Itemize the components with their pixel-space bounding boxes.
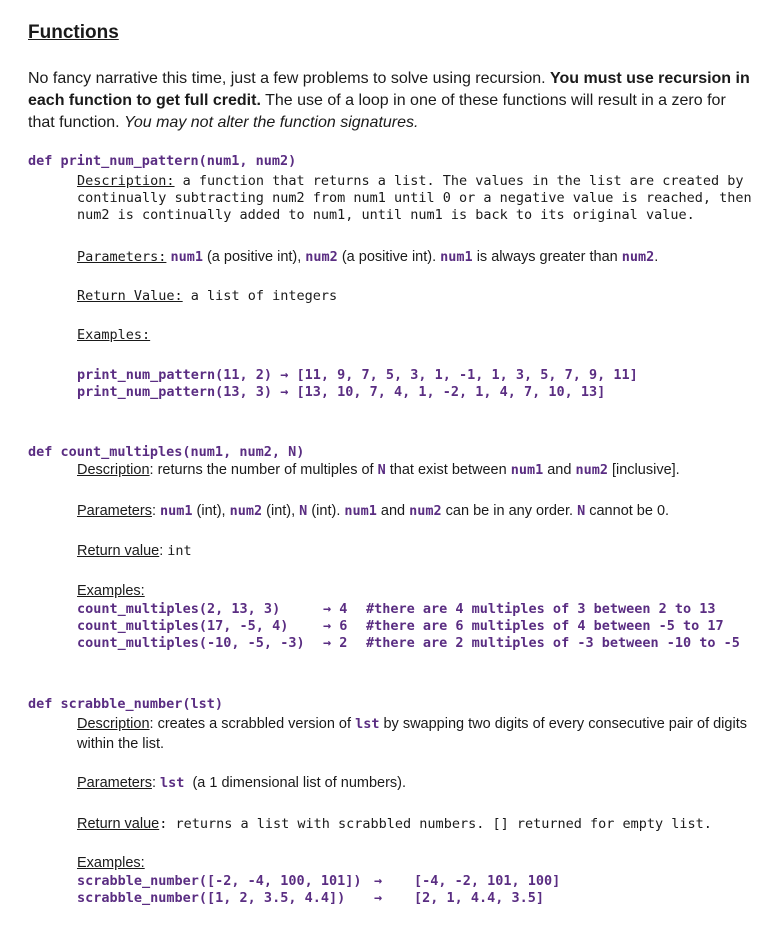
f1-parameters bbox=[77, 248, 658, 266]
f2-example-result: → 4 bbox=[323, 601, 348, 617]
f2-example-comment: #there are 6 multiples of 4 between -5 to 17 bbox=[366, 618, 724, 634]
f3-example-call: scrabble_number([1, 2, 3.5, 4.4]) bbox=[77, 890, 346, 906]
f3-parameters bbox=[77, 775, 406, 791]
f2-param-N: N bbox=[577, 503, 586, 519]
f2-desc-num1: num1 bbox=[510, 462, 544, 478]
f3-return-label: Return value bbox=[77, 816, 160, 832]
f1-return bbox=[77, 288, 337, 304]
f2-desc-text: that exist between bbox=[385, 462, 511, 478]
f2-return-text: : bbox=[159, 543, 168, 559]
f2-desc-num2: num2 bbox=[575, 462, 608, 478]
f2-param-text: (int). bbox=[307, 503, 345, 519]
f1-signature: def print_num_pattern(num1, num2) bbox=[28, 153, 297, 169]
f3-description bbox=[77, 714, 753, 754]
f1-desc-label: Description: bbox=[77, 173, 175, 189]
f3-desc-label: Description bbox=[77, 716, 150, 732]
f2-param-text: : bbox=[151, 503, 161, 519]
f2-desc-text: [inclusive]. bbox=[607, 462, 680, 478]
page-title: Functions bbox=[28, 22, 119, 43]
f1-param-num1: num1 bbox=[170, 249, 203, 265]
f1-example-1: print_num_pattern(11, 2) → [11, 9, 7, 5, 3, 1, -1, 1, 3, 5, 7, 9, 11] bbox=[77, 367, 638, 383]
f2-desc-text: and bbox=[543, 462, 576, 478]
f2-description bbox=[77, 462, 680, 478]
f2-param-num2: num2 bbox=[409, 503, 442, 519]
f2-param-num1: num1 bbox=[160, 503, 193, 519]
f2-parameters bbox=[77, 503, 669, 519]
f1-return-label: Return Value: bbox=[77, 288, 183, 304]
f2-example-comment: #there are 2 multiples of -3 between -10 to -5 bbox=[366, 635, 740, 651]
f3-return-text: : returns a list with scrabbled numbers. [] returned for empty list. bbox=[159, 816, 712, 832]
f3-desc-lst: lst bbox=[355, 716, 380, 732]
f2-param-text: and bbox=[376, 503, 410, 519]
f2-return-type: int bbox=[167, 543, 192, 559]
f1-example-2: print_num_pattern(13, 3) → [13, 10, 7, 4, 1, -2, 1, 4, 7, 10, 13] bbox=[77, 384, 606, 400]
intro-bold: You must use recursion in each function to get full credit. bbox=[28, 70, 750, 109]
f3-param-lst: lst bbox=[160, 775, 185, 791]
f1-desc-text: a function that returns a list. The values in the list are created by continually subtracting num2 from num1 until 0 or a negative value is reached, then num2 is continually added to num1, until num1 is back to its original value. bbox=[77, 173, 752, 223]
f2-param-num2: num2 bbox=[229, 503, 263, 519]
f2-example-comment: #there are 4 multiples of 3 between 2 to 13 bbox=[366, 601, 716, 617]
f3-desc-text: by swapping two digits of every consecutive pair of digits within the list. bbox=[77, 716, 747, 752]
f1-return-text: a list of integers bbox=[182, 288, 338, 304]
f1-param-num1: num1 bbox=[440, 249, 473, 265]
f1-examples-label: Examples: bbox=[77, 327, 151, 343]
f2-param-text: can be in any order. bbox=[441, 503, 578, 519]
f2-example-call: count_multiples(17, -5, 4) bbox=[77, 618, 289, 634]
f2-examples-label: Examples: bbox=[77, 583, 145, 599]
f2-desc-N: N bbox=[377, 462, 386, 478]
f1-param-text: (a positive int). bbox=[337, 249, 441, 265]
f3-example-arrow: → bbox=[374, 890, 383, 906]
intro-paragraph bbox=[28, 68, 756, 134]
f3-desc-text: : creates a scrabbled version of bbox=[149, 716, 356, 732]
f2-example-result: → 6 bbox=[323, 618, 348, 634]
f2-param-text: (int), bbox=[262, 503, 300, 519]
f1-description bbox=[77, 173, 757, 224]
f3-example-call: scrabble_number([-2, -4, 100, 101]) bbox=[77, 873, 362, 889]
f1-param-num2: num2 bbox=[305, 249, 338, 265]
f1-param-text: is always greater than bbox=[472, 249, 622, 265]
f2-return-label: Return value bbox=[77, 543, 160, 559]
f2-param-num1: num1 bbox=[344, 503, 377, 519]
f1-params-label: Parameters: bbox=[77, 249, 167, 265]
f2-param-text: cannot be 0. bbox=[585, 503, 670, 519]
f2-param-N: N bbox=[299, 503, 308, 519]
f3-signature: def scrabble_number(lst) bbox=[28, 696, 224, 712]
f1-param-num2: num2 bbox=[621, 249, 655, 265]
f3-example-result: [-4, -2, 101, 100] bbox=[414, 873, 561, 889]
f2-desc-label: Description bbox=[77, 462, 150, 478]
f3-param-text: (a 1 dimensional list of numbers). bbox=[184, 775, 407, 791]
f2-example-call: count_multiples(-10, -5, -3) bbox=[77, 635, 305, 651]
f3-return bbox=[77, 815, 712, 833]
f2-example-result: → 2 bbox=[323, 635, 348, 651]
f3-examples-label: Examples: bbox=[77, 855, 145, 871]
f2-params-label: Parameters bbox=[77, 503, 152, 519]
f2-signature: def count_multiples(num1, num2, N) bbox=[28, 444, 305, 460]
f2-return bbox=[77, 543, 192, 559]
f2-param-text: (int), bbox=[192, 503, 230, 519]
f3-example-arrow: → bbox=[374, 873, 383, 889]
intro-italic: You may not alter the function signatures. bbox=[124, 114, 419, 131]
f3-example-result: [2, 1, 4.4, 3.5] bbox=[414, 890, 545, 906]
f3-param-text: : bbox=[151, 775, 161, 791]
f2-desc-text: : returns the number of multiples of bbox=[149, 462, 378, 478]
intro-text: No fancy narrative this time, just a few problems to solve using recursion. bbox=[28, 70, 550, 87]
f2-example-call: count_multiples(2, 13, 3) bbox=[77, 601, 281, 617]
f1-param-text: . bbox=[654, 249, 659, 265]
intro-text-2: The use of a loop in one of these functions will result in a zero for that function. bbox=[28, 92, 726, 131]
f1-param-text: (a positive int), bbox=[202, 249, 306, 265]
f3-params-label: Parameters bbox=[77, 775, 152, 791]
